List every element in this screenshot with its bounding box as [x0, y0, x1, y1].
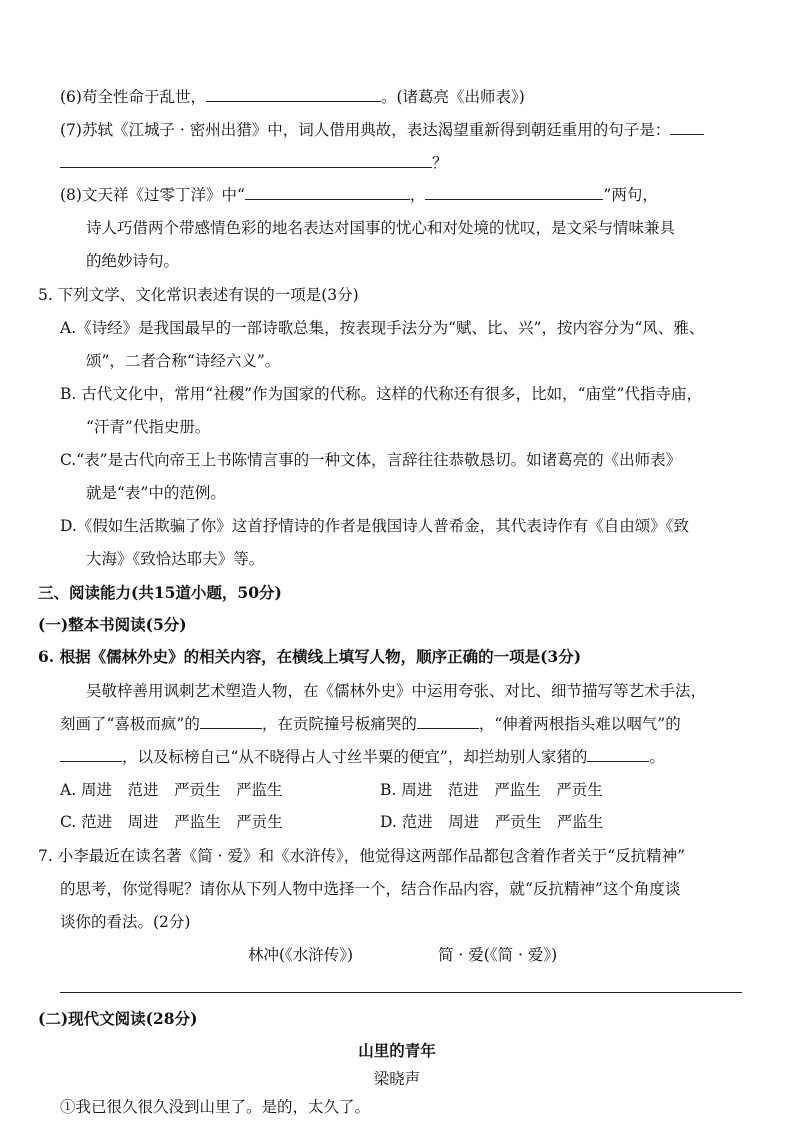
- q4-item8-prefix: (8)文天祥《过零丁洋》中“: [60, 186, 245, 204]
- q7-line2: 的思考，你觉得呢？请你从下列人物中选择一个，结合作品内容，就“反抗精神”这个角度谈: [60, 880, 681, 898]
- article-author: 梁晓声: [373, 1070, 421, 1088]
- q4-item6: [60, 86, 525, 108]
- answer-blank[interactable]: [60, 153, 432, 168]
- q5-stem: 5. 下列文学、文化常识表述有误的一项是(3分): [38, 286, 359, 304]
- q4-item8-mid: ，: [409, 186, 426, 204]
- q5-option-b-line1: B. 古代文化中，常用“社稷”作为国家的代称。这样的代称还有很多，比如，“庙堂”代指寺庙，: [60, 385, 702, 403]
- q6-passage-line2: [60, 713, 681, 735]
- q7-line3: 谈你的看法。(2分): [60, 913, 191, 931]
- q7-choice-jane-eyre: 简 · 爱(《简 · 爱》): [438, 946, 558, 964]
- answer-blank[interactable]: [417, 714, 479, 729]
- q4-item7-line1: [60, 119, 704, 141]
- q5-option-a-line1: A.《诗经》是我国最早的一部诗歌总集，按表现手法分为“赋、比、兴”，按内容分为“风、雅、: [60, 319, 705, 337]
- answer-blank[interactable]: [670, 120, 704, 135]
- answer-blank[interactable]: [206, 87, 381, 102]
- q6-passage-line1: 吴敬梓善用讽刺艺术塑造人物，在《儒林外史》中运用夸张、对比、细节描写等艺术手法，: [86, 682, 707, 700]
- q7-line1: 7. 小李最近在读名著《简 · 爱》和《水浒传》，他觉得这两部作品都包含着作者关于“反抗精神”: [38, 847, 686, 865]
- q4-item6-suffix: 。(诸葛亮《出师表》): [380, 88, 525, 106]
- q6-option-c[interactable]: C. 范进 周进 严监生 严贡生: [60, 813, 283, 831]
- q6-passage-segment: ，在贡院撞号板痛哭的: [261, 715, 417, 733]
- q4-item7-text: (7)苏轼《江城子 · 密州出猎》中，词人借用典故，表达渴望重新得到朝廷重用的句子是：: [60, 121, 671, 139]
- q6-passage-segment: ，以及标榜自己“从不晓得占人寸丝半粟的便宜”，却拦劫别人家猪的: [122, 748, 588, 766]
- q5-option-b-line2: “汗青”代指史册。: [86, 418, 211, 436]
- q7-choice-linchong: 林冲(《水浒传》): [248, 946, 354, 964]
- q6-option-a[interactable]: A. 周进 范进 严贡生 严监生: [60, 781, 283, 799]
- answer-blank[interactable]: [587, 747, 649, 762]
- q6-passage-segment: 刻画了“喜极而疯”的: [60, 715, 200, 733]
- q5-option-c-line1: C.“表”是古代向帝王上书陈情言事的一种文体，言辞往往恭敬恳切。如诸葛亮的《出师表》: [60, 451, 682, 469]
- q4-item8-line3: 的绝妙诗句。: [86, 252, 180, 270]
- q6-option-d[interactable]: D. 范进 周进 严贡生 严监生: [380, 813, 604, 831]
- article-title: 山里的青年: [358, 1041, 436, 1060]
- q7-answer-line[interactable]: [60, 992, 742, 993]
- section3-title: 三、阅读能力(共15道小题，50分): [38, 583, 282, 602]
- q5-option-d-line1: D.《假如生活欺骗了你》这首抒情诗的作者是俄国诗人普希金，其代表诗作有《自由颂》《致: [60, 517, 690, 535]
- q4-item8-suffix: ”两句，: [603, 186, 658, 204]
- q6-option-b[interactable]: B. 周进 范进 严监生 严贡生: [380, 781, 603, 799]
- answer-blank[interactable]: [60, 747, 122, 762]
- q4-item8-line2: 诗人巧借两个带感情色彩的地名表达对国事的忧心和对处境的忧叹，是文采与情味兼具: [86, 219, 676, 237]
- q4-item7-line2: [60, 152, 448, 174]
- section3-part1: (一)整本书阅读(5分): [38, 615, 187, 634]
- part2-title: (二)现代文阅读(28分): [38, 1009, 198, 1028]
- q4-item7-end: ？: [432, 154, 448, 172]
- q5-option-d-line2: 大海》《致恰达耶夫》等。: [86, 550, 265, 568]
- q5-option-c-line2: 就是“表”中的范例。: [86, 484, 226, 502]
- q4-item8-line1: [60, 184, 658, 206]
- q6-passage-segment: 。: [649, 748, 665, 766]
- q4-item6-prefix: (6)苟全性命于乱世，: [60, 88, 206, 106]
- q6-stem: 6. 根据《儒林外史》的相关内容，在横线上填写人物，顺序正确的一项是(3分): [38, 647, 582, 666]
- answer-blank[interactable]: [425, 185, 603, 200]
- article-paragraph-1: ①我已很久很久没到山里了。是的，太久了。: [60, 1098, 371, 1116]
- q5-option-a-line2: 颂”，二者合称“诗经六义”。: [86, 352, 281, 370]
- answer-blank[interactable]: [200, 714, 262, 729]
- answer-blank[interactable]: [245, 185, 410, 200]
- q6-passage-segment: ，“伸着两根指头难以咽气”的: [478, 715, 681, 733]
- q6-passage-line3: [60, 746, 665, 768]
